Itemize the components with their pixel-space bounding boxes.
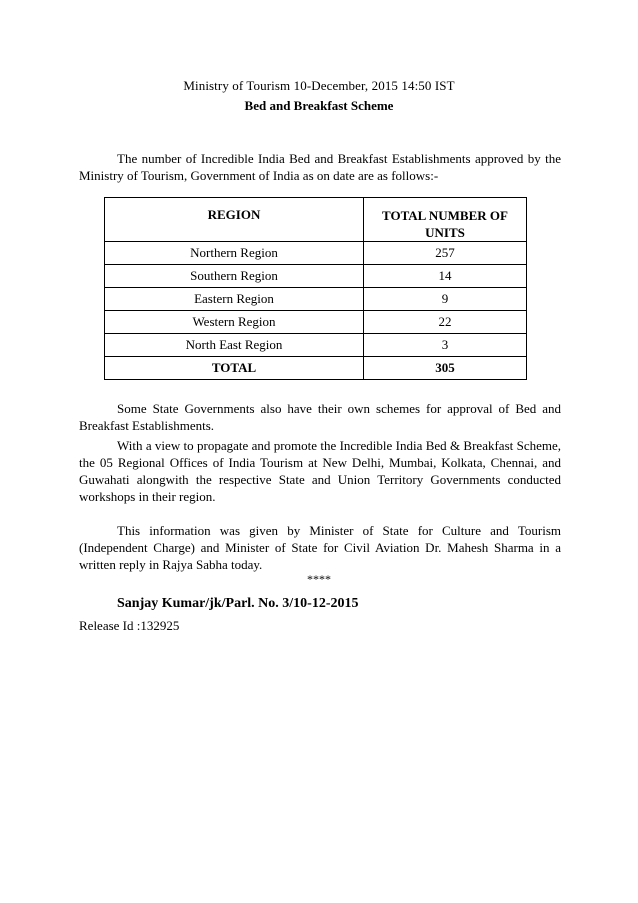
total-value: 305 (364, 357, 527, 380)
region-cell: North East Region (105, 334, 364, 357)
units-table (104, 197, 527, 380)
table-row (105, 311, 527, 334)
units-cell: 14 (364, 265, 527, 288)
table-row (105, 242, 527, 265)
region-cell: Eastern Region (105, 288, 364, 311)
body-paragraph: With a view to propagate and promote the Incredible India Bed & Breakfast Scheme, the 05 Regional Offices of India Tourism at New Delhi, Mumbai, Kolkata, Chennai, and Guwahati alongwith the respective State and Union Territory Governments conducted workshops in their region. (79, 438, 561, 504)
dateline: Ministry of Tourism 10-December, 2015 14:50 IST (183, 78, 455, 93)
units-cell: 9 (364, 288, 527, 311)
separator: **** (307, 572, 331, 586)
region-cell: Northern Region (105, 242, 364, 265)
total-label: TOTAL (105, 357, 364, 380)
units-cell: 257 (364, 242, 527, 265)
release-id: Release Id :132925 (79, 618, 180, 633)
header-region: REGION (105, 198, 364, 242)
table-header-row (105, 198, 527, 242)
region-cell: Western Region (105, 311, 364, 334)
intro-paragraph: The number of Incredible India Bed and Breakfast Establishments approved by the Ministry of Tourism, Government of India as on date are as follows:- (79, 151, 561, 183)
units-cell: 3 (364, 334, 527, 357)
document-title: Bed and Breakfast Scheme (244, 98, 394, 113)
table-row (105, 334, 527, 357)
table-row (105, 265, 527, 288)
table-row (105, 288, 527, 311)
body-paragraph: Some State Governments also have their own schemes for approval of Bed and Breakfast Establishments. (79, 401, 561, 433)
body-paragraph: This information was given by Minister of State for Culture and Tourism (Independent Charge) and Minister of State for Civil Aviation Dr. Mahesh Sharma in a written reply in Rajya Sabha today. (79, 523, 561, 572)
signature-line: Sanjay Kumar/jk/Parl. No. 3/10-12-2015 (117, 596, 359, 611)
header-units: TOTAL NUMBER OF UNITS (364, 198, 527, 242)
units-cell: 22 (364, 311, 527, 334)
region-cell: Southern Region (105, 265, 364, 288)
total-row (105, 357, 527, 380)
